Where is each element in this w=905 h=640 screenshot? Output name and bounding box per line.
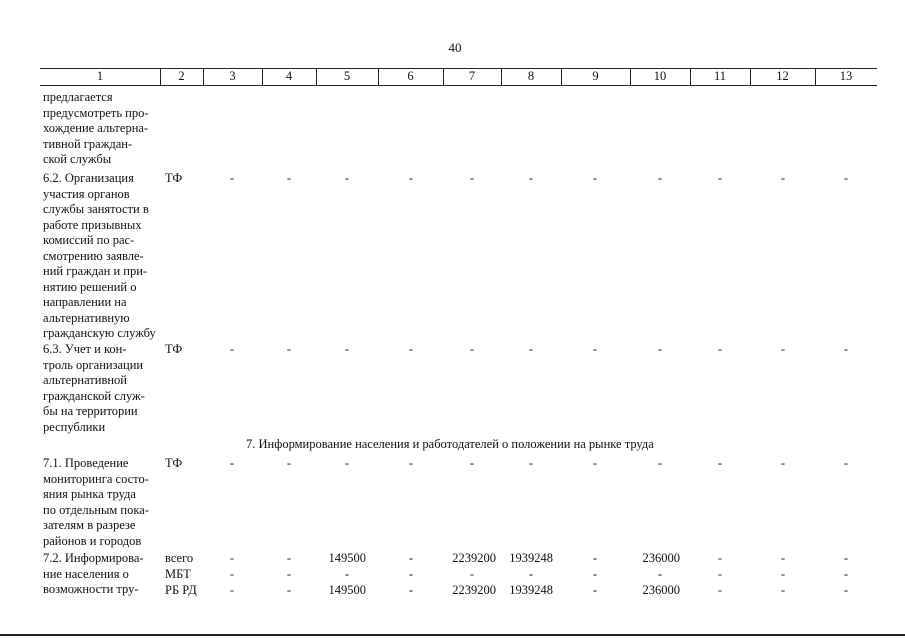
row-7-2-mbt-col4: - (286, 567, 292, 581)
row-7-2-rbrd-col5: 149500 (328, 583, 366, 597)
row-6-3-col13: - (843, 342, 849, 356)
row-7-2-mbt-col8: - (528, 567, 534, 581)
header-col-2: 2 (178, 69, 185, 83)
header-col-4: 4 (285, 69, 293, 83)
description-line: гражданскую службу (43, 326, 156, 340)
description-line: хождение альтерна- (43, 121, 149, 135)
row-7-1-col11: - (717, 456, 723, 470)
header-col-3: 3 (229, 69, 236, 83)
description-line: бы на территории (43, 404, 138, 418)
row-6-2-col6: - (408, 171, 414, 185)
row-6-2-col4: - (286, 171, 292, 185)
description-line: зателям в разрезе (43, 518, 136, 532)
row-7-2-total-col9: - (592, 551, 598, 565)
row-7-1-col13: - (843, 456, 849, 470)
header-col-6: 6 (407, 69, 414, 83)
header-col-9: 9 (592, 69, 599, 83)
row-7-1-col8: - (528, 456, 534, 470)
row-6-3-col12: - (780, 342, 786, 356)
row-7-2-total-col3: - (229, 551, 235, 565)
row-7-2-total-col13: - (843, 551, 849, 565)
row-7-1-col9: - (592, 456, 598, 470)
description-line: 7.2. Информирова- (43, 551, 144, 565)
row-7-2-mbt-col5: - (344, 567, 350, 581)
row-7-2-total-col12: - (780, 551, 786, 565)
description-line: троль организации (43, 357, 144, 372)
row-7-1-col7: - (469, 456, 475, 470)
header-col-1: 1 (96, 69, 104, 83)
header-col-7: 7 (468, 69, 476, 83)
description-line: возможности тру- (43, 582, 139, 596)
row-7-2-total-col7: 2239200 (452, 551, 496, 565)
description-line: по отдельным пока- (43, 502, 149, 517)
row-7-2-mbt-col9: - (592, 567, 598, 581)
header-col-13: 13 (839, 69, 853, 83)
description-line: службы занятости в (43, 202, 149, 216)
row-6-3-col3: - (229, 342, 235, 356)
row-6-3-col10: - (657, 342, 663, 356)
description-line: 7.1. Проведение (43, 456, 129, 470)
row-7-1-code: ТФ (165, 456, 183, 470)
row-6-2-col5: - (344, 171, 350, 185)
row-7-2-rbrd-col11: - (717, 583, 723, 597)
description-line: участия органов (43, 186, 130, 201)
description-line: альтернативной (43, 373, 127, 387)
row-7-1-col10: - (657, 456, 663, 470)
row-7-2-mbt-col12: - (780, 567, 786, 581)
row-7-2-total-col6: - (408, 551, 414, 565)
row-7-2-rbrd-col12: - (780, 583, 786, 597)
row-7-2-rbrd-col6: - (408, 583, 414, 597)
header-col-8: 8 (527, 69, 535, 83)
description-line: республики (43, 419, 106, 434)
row-6-3-col5: - (344, 342, 350, 356)
row-7-2-total-col8: 1939248 (509, 551, 553, 565)
description-line: направлении на (43, 295, 127, 309)
section-7-title: 7. Информирование населения и работодателей о положении на рынке труда (246, 437, 654, 451)
row-7-2-rbrd-code: РБ РД (165, 583, 197, 597)
row-7-1-col4: - (286, 456, 292, 470)
row-6-2-col3: - (229, 171, 235, 185)
row-7-2-description (43, 551, 158, 598)
row-6-2-col13: - (843, 171, 849, 185)
row-7-2-total-col4: - (286, 551, 292, 565)
description-line: 6.3. Учет и кон- (43, 342, 127, 356)
row-6-2-code: ТФ (165, 171, 183, 185)
row-7-2-rbrd-col3: - (229, 583, 235, 597)
description-line: нятию решений о (43, 279, 137, 294)
row-6-2-col8: - (528, 171, 534, 185)
row-6-2-col12: - (780, 171, 786, 185)
description-line: мониторинга состо- (43, 471, 149, 486)
row-7-2-mbt-col7: - (469, 567, 475, 581)
row-6-3-code: ТФ (165, 342, 183, 356)
row-7-2-total-col10: 236000 (642, 551, 680, 565)
row-6-3-col9: - (592, 342, 598, 356)
row-7-2-rbrd-col13: - (843, 583, 849, 597)
description-line: предлагается (43, 90, 113, 104)
row-7-2-mbt-code: МБТ (165, 567, 191, 581)
header-col-11: 11 (713, 69, 727, 83)
row-6-3-col11: - (717, 342, 723, 356)
description-line: яния рынка труда (43, 487, 136, 501)
header-col-5: 5 (343, 69, 351, 83)
row-6-2-col7: - (469, 171, 475, 185)
page-number: 40 (448, 40, 462, 55)
page-bottom-edge (0, 634, 905, 636)
row-7-2-rbrd-col10: 236000 (642, 583, 680, 597)
row-7-2-mbt-col10: - (657, 567, 663, 581)
description-line: гражданской служ- (43, 388, 145, 403)
row-6-3-col4: - (286, 342, 292, 356)
header-col-10: 10 (653, 69, 667, 83)
row-7-2-total-code: всего (165, 551, 194, 565)
row-6-2-col10: - (657, 171, 663, 185)
row-7-2-total-col5: 149500 (328, 551, 366, 565)
description-line: альтернативную (43, 310, 130, 325)
description-line: работе призывных (43, 217, 142, 232)
description-line: смотрению заявле- (43, 248, 144, 263)
row-7-1-col12: - (780, 456, 786, 470)
row-7-1-col5: - (344, 456, 350, 470)
row-6-3-description (43, 342, 158, 435)
row-7-2-total-col11: - (717, 551, 723, 565)
description-line: тивной граждан- (43, 136, 133, 151)
row-7-1-col3: - (229, 456, 235, 470)
row-7-2-mbt-col11: - (717, 567, 723, 581)
description-line: предусмотреть про- (43, 105, 149, 120)
row-6-2-description (43, 171, 158, 342)
row-7-2-rbrd-col4: - (286, 583, 292, 597)
row-7-2-mbt-col13: - (843, 567, 849, 581)
description-line: ние населения о (43, 566, 129, 581)
row-7-2-mbt-col3: - (229, 567, 235, 581)
description-line: ской службы (43, 152, 112, 166)
row-7-2-rbrd-col9: - (592, 583, 598, 597)
row-6-2-col9: - (592, 171, 598, 185)
description-line: комиссий по рас- (43, 233, 135, 247)
row-7-2-mbt-col6: - (408, 567, 414, 581)
row-6-3-col7: - (469, 342, 475, 356)
row-6-3-col8: - (528, 342, 534, 356)
header-bottom-rule (40, 85, 877, 86)
description-line: районов и городов (43, 533, 142, 548)
row-6-3-col6: - (408, 342, 414, 356)
row-continuation-description (43, 90, 158, 168)
description-line: ний граждан и при- (43, 264, 148, 278)
row-7-1-description (43, 456, 158, 549)
description-line: 6.2. Организация (43, 171, 134, 185)
row-7-2-rbrd-col7: 2239200 (452, 583, 496, 597)
row-7-1-col6: - (408, 456, 414, 470)
row-7-2-rbrd-col8: 1939248 (509, 583, 553, 597)
row-6-2-col11: - (717, 171, 723, 185)
header-col-12: 12 (776, 69, 789, 83)
